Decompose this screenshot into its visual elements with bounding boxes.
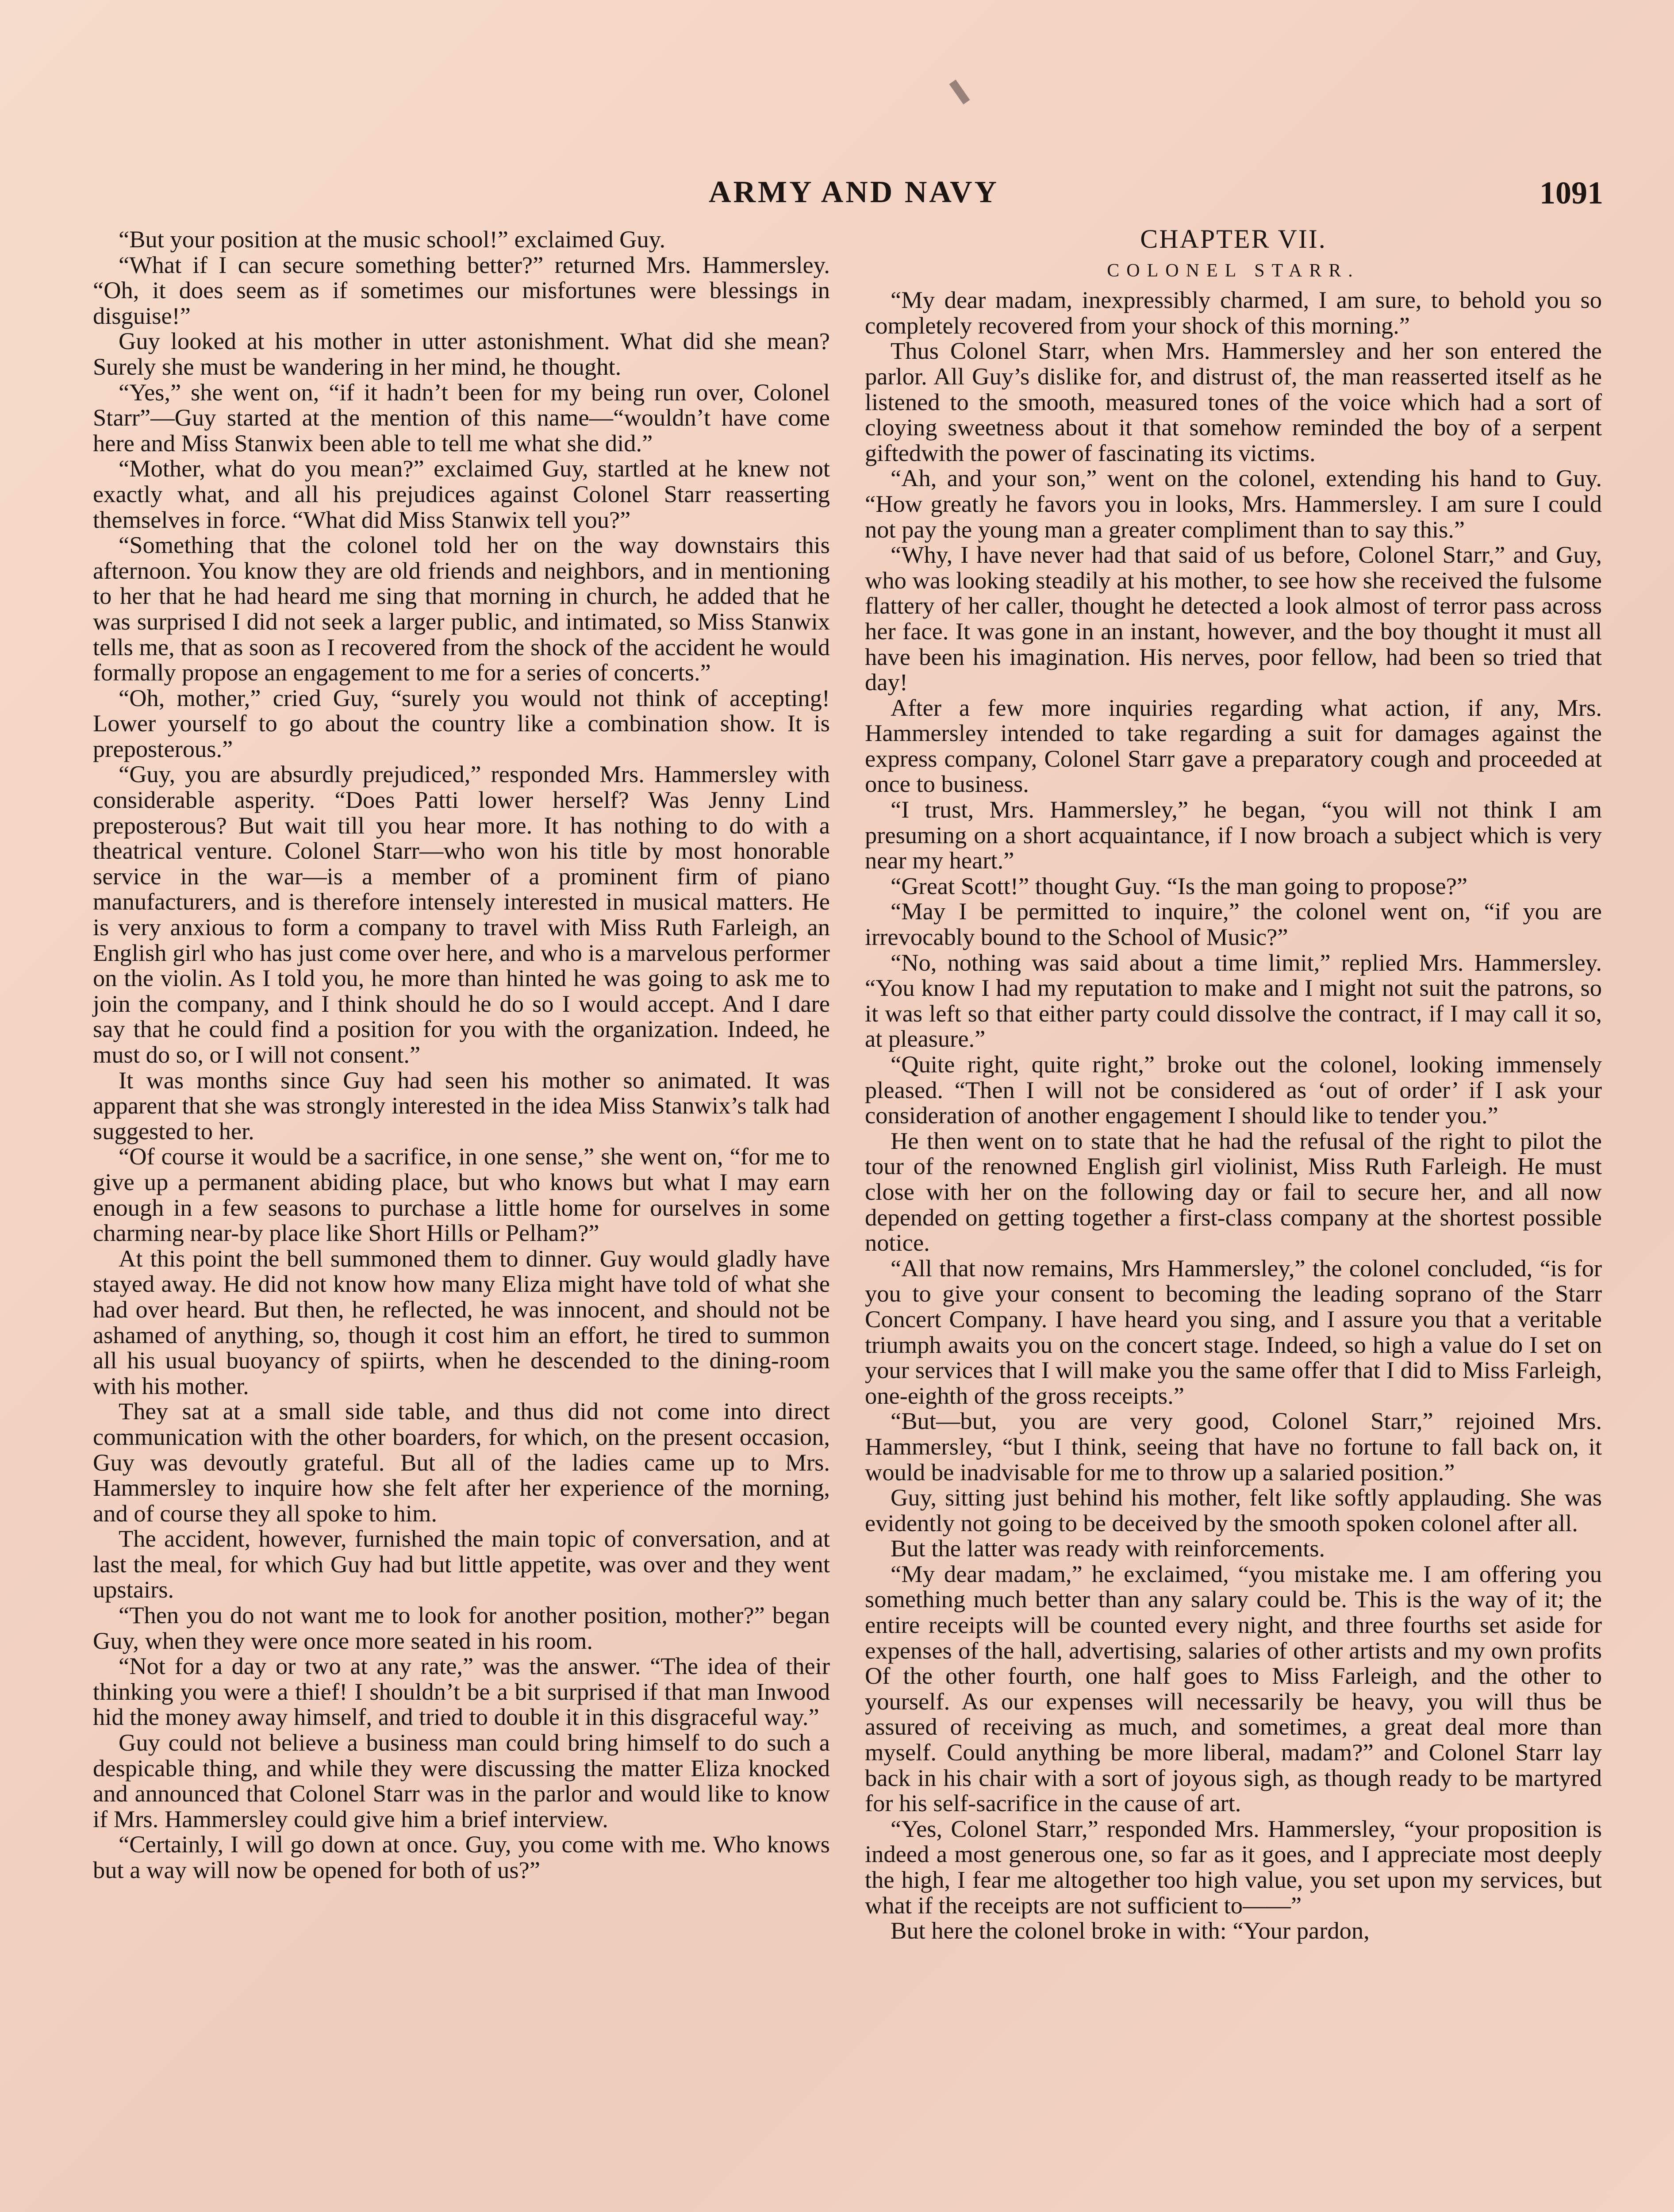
paragraph: At this point the bell summoned them to dinner. Guy would gladly have stayed away. He did not know how many Eliza might have told of what she had over heard. But then, he reflected, he was innocent, and should not be ashamed of anything, so, though it cost him an effort, he tired to summon all his usual buoyancy of spiirts, when he descended to the dining-room with his mother.: [93, 1244, 830, 1399]
paragraph: “Something that the colonel told her on the way downstairs this afternoon. You know they are old friends and neighbors, and in mentioning to her that he had heard me sing that morning in church, he added that he was surprised I did not seek a larger public, and intimated, so Miss Stanwix tells me, that as soon as I recovered from the shock of the accident he would formally propose an engagement to me for a series of concerts.”: [93, 531, 830, 686]
paragraph: “May I be permitted to inquire,” the colonel went on, “if you are irrevocably bound to the School of Music?”: [865, 898, 1602, 951]
paragraph: “But your position at the music school!” exclaimed Guy.: [119, 226, 666, 253]
paragraph: “Why, I have never had that said of us before, Colonel Starr,” and Guy, who was looking steadily at his mother, to see how she received the fulsome flattery of her caller, thought he detected a look almost of terror pass across her face. It was gone in an instant, however, and the boy thought it must all have been his imagination. His nerves, poor fellow, had been so tried that day!: [865, 541, 1602, 696]
paragraph: “All that now remains, Mrs Hammersley,” the colonel concluded, “is for you to give your consent to becoming the leading soprano of the Starr Concert Company. I have heard you sing, and I assure you that a veritable triumph awaits you on the concert stage. Indeed, so high a value do I set on your services that I will make you the same offer that I did to Miss Farleigh, one-eighth of the gross receipts.”: [865, 1254, 1602, 1409]
paragraph: “But—but, you are very good, Colonel Starr,” rejoined Mrs. Hammersley, “but I think, seeing that have no fortune to fall back on, it would be inadvisable for me to throw up a salaried position.”: [865, 1407, 1602, 1486]
print-blemish: [949, 80, 970, 104]
paragraph: “Certainly, I will go down at once. Guy, you come with me. Who knows but a way will now be opened for both of us?”: [93, 1831, 830, 1883]
paragraph: He then went on to state that he had the refusal of the right to pilot the tour of the renowned English girl violinist, Miss Ruth Farleigh. He must close with her on the following day or fail to secure her, and all now depended on getting together a first-class company at the shortest possible notice.: [865, 1127, 1602, 1256]
paragraph: It was months since Guy had seen his mother so animated. It was apparent that she was strongly interested in the idea Miss Stanwix’s talk had suggested to her.: [93, 1066, 830, 1144]
paragraph: They sat at a small side table, and thus did not come into direct communication with the other boarders, for which, on the present occasion, Guy was devoutly grateful. But all of the ladies came up to Mrs. Hammersley to inquire how she felt after her experience of the morning, and of course they all spoke to him.: [93, 1398, 830, 1527]
paragraph: After a few more inquiries regarding what action, if any, Mrs. Hammersley intended to take regarding a suit for damages against the express company, Colonel Starr gave a preparatory cough and proceeded at once to business.: [865, 694, 1602, 798]
paragraph: “Ah, and your son,” went on the colonel, extending his hand to Guy. “How greatly he favors you in looks, Mrs. Hammersley. I am sure I could not pay the young man a greater compliment than to say this.”: [865, 465, 1602, 543]
running-head: ARMY AND NAVY: [708, 175, 999, 209]
page-number: 1091: [1540, 175, 1603, 211]
paragraph: “Yes,” she went on, “if it hadn’t been for my being run over, Colonel Starr”—Guy started at the mention of this name—“wouldn’t have come here and Miss Stanwix been able to tell me what she did.”: [93, 378, 830, 457]
paragraph: Guy looked at his mother in utter astonishment. What did she mean? Surely she must be wandering in her mind, he thought.: [93, 327, 830, 380]
paragraph: “What if I can secure something better?” returned Mrs. Hammersley. “Oh, it does seem as if sometimes our misfortunes were blessings in disguise!”: [93, 251, 830, 329]
chapter-title: CHAPTER VII.: [1140, 224, 1327, 253]
right-column: [865, 224, 1602, 1944]
paragraph: Guy, sitting just behind his mother, felt like softly applauding. She was evidently not going to be deceived by the smooth spoken colonel after all.: [865, 1484, 1602, 1536]
paragraph: Thus Colonel Starr, when Mrs. Hammersley and her son entered the parlor. All Guy’s dislike for, and distrust of, the man reasserted itself as he listened to the smooth, measured tones of the voice which had a sort of cloying sweetness about it that somehow reminded the boy of a serpent giftedwith the power of fascinating its victims.: [865, 337, 1602, 466]
paragraph: But the latter was ready with reinforcements.: [891, 1535, 1325, 1562]
paragraph: “Of course it would be a sacrifice, in one sense,” she went on, “for me to give up a permanent abiding place, but who knows but what I may earn enough in a few seasons to purchase a little home for ourselves in some charming near-by place like Short Hills or Pelham?”: [93, 1143, 830, 1247]
paragraph: “Not for a day or two at any rate,” was the answer. “The idea of their thinking you were a thief! I shouldn’t be a bit surprised if that man Inwood hid the money away himself, and tried to double it in this disgraceful way.”: [93, 1652, 830, 1731]
paragraph: “I trust, Mrs. Hammersley,” he began, “you will not think I am presuming on a short acquaintance, if I now broach a subject which is very near my heart.”: [865, 796, 1602, 874]
chapter-subtitle: COLONEL STARR.: [1107, 260, 1360, 281]
paragraph: “Yes, Colonel Starr,” responded Mrs. Hammersley, “your proposition is indeed a most generous one, so far as it goes, and I appreciate most deeply the high, I fear me altogether too high value, you set upon my services, but what if the receipts are not sufficient to——”: [865, 1815, 1602, 1919]
paragraph: “Mother, what do you mean?” exclaimed Guy, startled at he knew not exactly what, and all his prejudices against Colonel Starr reasserting themselves in force. “What did Miss Stanwix tell you?”: [93, 455, 830, 533]
paragraph: “Quite right, quite right,” broke out the colonel, looking immensely pleased. “Then I will not be considered as ‘out of order’ if I ask your consideration of another engagement I should like to tender you.”: [865, 1051, 1602, 1129]
page-header: [0, 175, 1674, 223]
paragraph: “Oh, mother,” cried Guy, “surely you would not think of accepting! Lower yourself to go about the country like a combination show. It is preposterous.”: [93, 684, 830, 762]
paragraph: “No, nothing was said about a time limit,” replied Mrs. Hammersley. “You know I had my reputation to make and I might not suit the patrons, so it was left so that either party could dissolve the contract, if I may call it so, at pleasure.”: [865, 949, 1602, 1052]
paragraph: But here the colonel broke in with: “Your pardon,: [891, 1917, 1370, 1944]
paragraph: “Guy, you are absurdly prejudiced,” responded Mrs. Hammersley with considerable asperity. “Does Patti lower herself? Was Jenny Lind preposterous? But wait till you hear more. It has nothing to do with a theatrical venture. Colonel Starr—who won his title by most honorable service in the war—is a member of a prominent firm of piano manufacturers, and is therefore intensely interested in musical matters. He is very anxious to form a company to travel with Miss Ruth Farleigh, an English girl who has just come over here, and who is a marvelous performer on the violin. As I told you, he more than hinted he was going to ask me to join the company, and I think should he do so I would accept. And I dare say that he could find a position for you with the organization. Indeed, he must do so, or I will not consent.”: [93, 760, 830, 1068]
paragraph: “My dear madam, inexpressibly charmed, I am sure, to behold you so completely recovered from your shock of this morning.”: [865, 286, 1602, 339]
paragraph: “Then you do not want me to look for another position, mother?” began Guy, when they were once more seated in his room.: [93, 1601, 830, 1654]
paragraph: Guy could not believe a business man could bring himself to do such a despicable thing, and while they were discussing the matter Eliza knocked and announced that Colonel Starr was in the parlor and would like to know if Mrs. Hammersley could give him a brief interview.: [93, 1729, 830, 1832]
left-column: [93, 227, 830, 1883]
paragraph: The accident, however, furnished the main topic of conversation, and at last the meal, for which Guy had but little appetite, was over and they went upstairs.: [93, 1525, 830, 1603]
paragraph: “Great Scott!” thought Guy. “Is the man going to propose?”: [891, 872, 1468, 899]
paragraph: “My dear madam,” he exclaimed, “you mistake me. I am offering you something much better than any salary could be. This is the way of it; the entire receipts will be counted every night, and three fourths set aside for expenses of the hall, advertising, salaries of other artists and my own profits Of the other fourth, one half goes to Miss Farleigh, and the other to yourself. As our expenses will necessarily be heavy, you will thus be assured of receiving as much, and sometimes, a great deal more than myself. Could anything be more liberal, madam?” and Colonel Starr lay back in his chair with a sort of joyous sigh, as though ready to be martyred for his self-sacrifice in the cause of art.: [865, 1560, 1602, 1817]
